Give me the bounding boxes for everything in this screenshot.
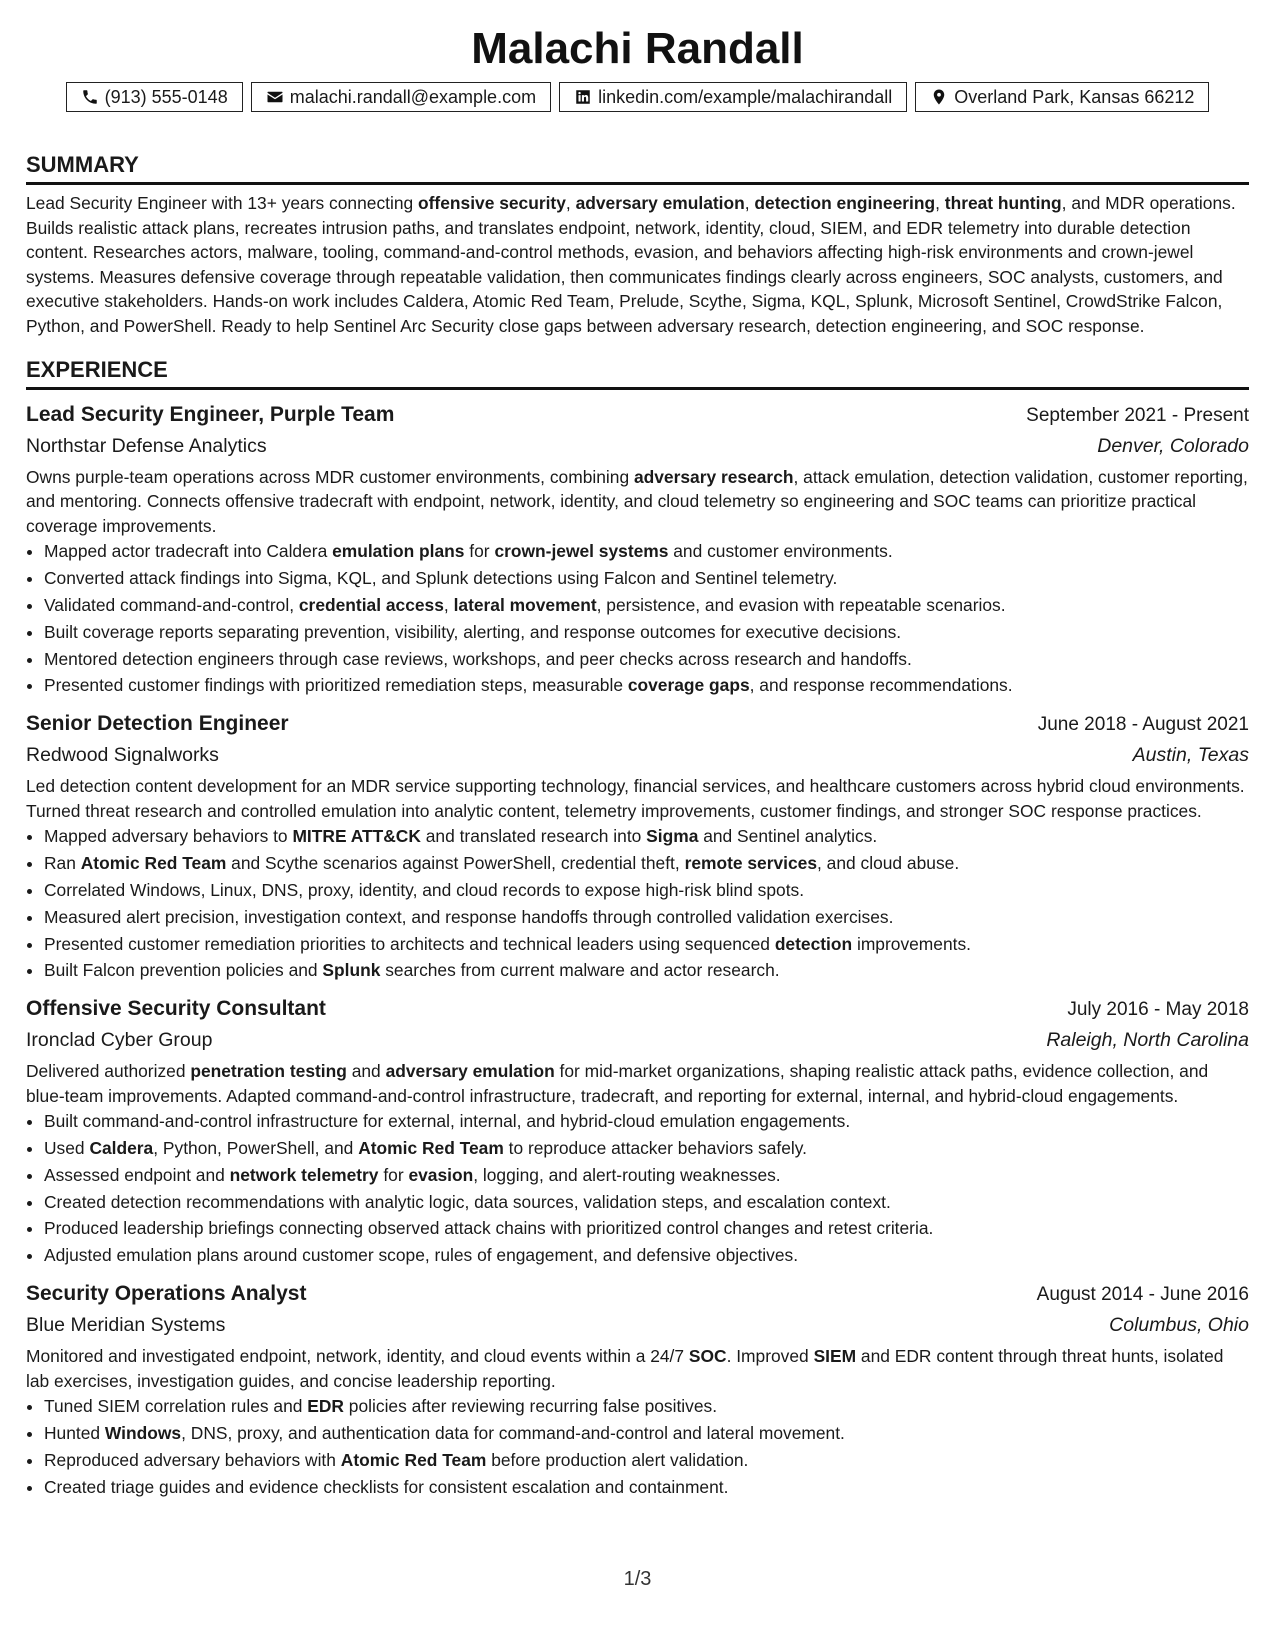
job-bullet: • Produced leadership briefings connecting observed attack chains with prioritized control changes and retest criteria. (44, 1215, 1249, 1242)
resume-page (26, 0, 1249, 1500)
summary-heading: SUMMARY (26, 152, 1249, 185)
candidate-name: Malachi Randall (471, 24, 804, 73)
job-bullet: • Created detection recommendations with analytic logic, data sources, validation steps, and escalation context. (44, 1189, 1249, 1216)
job-title: Senior Detection Engineer (26, 712, 289, 736)
job-location: Columbus, Ohio (1109, 1314, 1249, 1337)
job-bullet: • Reproduced adversary behaviors with Atomic Red Team before production alert validation. (44, 1447, 1249, 1474)
job-bullet: • Built command-and-control infrastructure for external, internal, and hybrid-cloud emulation engagements. (44, 1108, 1249, 1135)
job-bullet: • Assessed endpoint and network telemetry for evasion, logging, and alert-routing weaknesses. (44, 1162, 1249, 1189)
envelope-icon (266, 88, 284, 106)
job-header (26, 709, 1249, 740)
contact-phone-text: (913) 555-0148 (104, 87, 228, 107)
job-description: Owns purple-team operations across MDR customer environments, combining adversary research, attack emulation, detection validation, customer reporting, and mentoring. Connects offensive tradecraft with endpoint, network, identity, and cloud telemetry so engineering and SOC teams can prioritize practical coverage improvements. (26, 466, 1248, 536)
contact-location-text: Overland Park, Kansas 66212 (954, 87, 1195, 107)
job-description: Led detection content development for an MDR service supporting technology, financial services, and healthcare customers across hybrid cloud environments. Turned threat research and controlled emulation into analytic content, telemetry improvements, customer findings, and stronger SOC response practices. (26, 776, 1245, 821)
job-header (26, 400, 1249, 431)
job-header (26, 1279, 1249, 1310)
job-bullets (26, 1393, 1249, 1500)
contact-phone[interactable] (66, 82, 243, 112)
experience-heading: EXPERIENCE (26, 357, 1249, 390)
job-bullet: • Used Caldera, Python, PowerShell, and Atomic Red Team to reproduce attacker behaviors safely. (44, 1135, 1249, 1162)
linkedin-icon (574, 88, 592, 106)
job-bullet: • Built coverage reports separating prevention, visibility, alerting, and response outcomes for executive decisions. (44, 619, 1249, 646)
job-description: Monitored and investigated endpoint, network, identity, and cloud events within a 24/7 SOC. Improved SIEM and EDR content through threat hunts, isolated lab exercises, investigation guides, and concise leadership reporting. (26, 1346, 1224, 1391)
job-bullet: • Presented customer remediation priorities to architects and technical leaders using sequenced detection improvements. (44, 931, 1249, 958)
job-dates: July 2016 - May 2018 (1067, 999, 1249, 1021)
job-bullet: • Built Falcon prevention policies and Splunk searches from current malware and actor research. (44, 957, 1249, 984)
job-title: Offensive Security Consultant (26, 997, 326, 1021)
contact-email[interactable] (251, 82, 551, 112)
job-subheader (26, 1310, 1249, 1340)
job-entry (26, 400, 1249, 700)
summary-text: Lead Security Engineer with 13+ years connecting offensive security, adversary emulation, detection engineering, threat hunting, and MDR operations. Builds realistic attack plans, recreates intrusion paths, and translates endpoint, network, identity, cloud, SIEM, and EDR telemetry into durable detection content. Researches actors, malware, tooling, command-and-control methods, evasion, and behaviors affecting high-risk environments and crown-jewel systems. Measures defensive coverage through repeatable validation, then communicates findings clearly across engineers, SOC analysts, customers, and executive stakeholders. Hands-on work includes Caldera, Atomic Red Team, Prelude, Scythe, Sigma, KQL, Splunk, Microsoft Sentinel, CrowdStrike Falcon, Python, and PowerShell. Ready to help Sentinel Arc Security close gaps between adversary research, detection engineering, and SOC response. (26, 193, 1236, 336)
experience-list (26, 400, 1249, 1501)
job-dates: September 2021 - Present (1026, 404, 1249, 426)
map-pin-icon (930, 88, 948, 106)
job-subheader (26, 431, 1249, 461)
job-bullet: • Mapped adversary behaviors to MITRE ATT&CK and translated research into Sigma and Sentinel analytics. (44, 823, 1249, 850)
job-bullet: • Ran Atomic Red Team and Scythe scenarios against PowerShell, credential theft, remote services, and cloud abuse. (44, 850, 1249, 877)
contact-location (915, 82, 1209, 112)
contact-linkedin[interactable] (559, 82, 907, 112)
job-bullets (26, 1108, 1249, 1269)
job-location: Austin, Texas (1132, 744, 1249, 767)
contact-linkedin-text: linkedin.com/example/malachirandall (598, 87, 893, 107)
job-bullet: • Hunted Windows, DNS, proxy, and authentication data for command-and-control and lateral movement. (44, 1420, 1249, 1447)
job-company: Ironclad Cyber Group (26, 1029, 213, 1052)
job-title: Lead Security Engineer, Purple Team (26, 402, 395, 426)
page-number: 1/3 (623, 1568, 652, 1590)
job-entry (26, 994, 1249, 1269)
job-bullet: • Correlated Windows, Linux, DNS, proxy, identity, and cloud records to expose high-risk blind spots. (44, 877, 1249, 904)
job-company: Redwood Signalworks (26, 744, 219, 767)
job-header (26, 994, 1249, 1025)
job-bullet: • Mapped actor tradecraft into Caldera emulation plans for crown-jewel systems and customer environments. (44, 538, 1249, 565)
contact-bar (26, 82, 1249, 112)
phone-icon (81, 88, 99, 106)
contact-email-text: malachi.randall@example.com (289, 87, 537, 107)
job-bullet: • Mentored detection engineers through case reviews, workshops, and peer checks across research and handoffs. (44, 646, 1249, 673)
job-description: Delivered authorized penetration testing and adversary emulation for mid-market organizations, shaping realistic attack paths, evidence collection, and blue-team improvements. Adapted command-and-control infrastructure, tradecraft, and reporting for external, internal, and hybrid-cloud engagements. (26, 1061, 1209, 1106)
job-dates: August 2014 - June 2016 (1036, 1284, 1249, 1306)
job-company: Blue Meridian Systems (26, 1314, 226, 1337)
job-entry (26, 1279, 1249, 1500)
job-location: Raleigh, North Carolina (1046, 1029, 1249, 1052)
job-bullet: • Adjusted emulation plans around customer scope, rules of engagement, and defensive objectives. (44, 1242, 1249, 1269)
job-company: Northstar Defense Analytics (26, 434, 267, 457)
job-bullet: • Created triage guides and evidence checklists for consistent escalation and containment. (44, 1474, 1249, 1501)
job-location: Denver, Colorado (1097, 434, 1249, 457)
job-bullet: • Tuned SIEM correlation rules and EDR policies after reviewing recurring false positives. (44, 1393, 1249, 1420)
job-bullet: • Validated command-and-control, credential access, lateral movement, persistence, and evasion with repeatable scenarios. (44, 592, 1249, 619)
job-bullet: • Measured alert precision, investigation context, and response handoffs through controlled validation exercises. (44, 904, 1249, 931)
job-title: Security Operations Analyst (26, 1282, 307, 1306)
job-bullets (26, 538, 1249, 699)
job-subheader (26, 740, 1249, 770)
job-bullet: • Converted attack findings into Sigma, KQL, and Splunk detections using Falcon and Sentinel telemetry. (44, 565, 1249, 592)
job-entry (26, 709, 1249, 984)
job-subheader (26, 1025, 1249, 1055)
job-bullets (26, 823, 1249, 984)
job-bullet: • Presented customer findings with prioritized remediation steps, measurable coverage gaps, and response recommendations. (44, 672, 1249, 699)
job-dates: June 2018 - August 2021 (1037, 714, 1249, 736)
